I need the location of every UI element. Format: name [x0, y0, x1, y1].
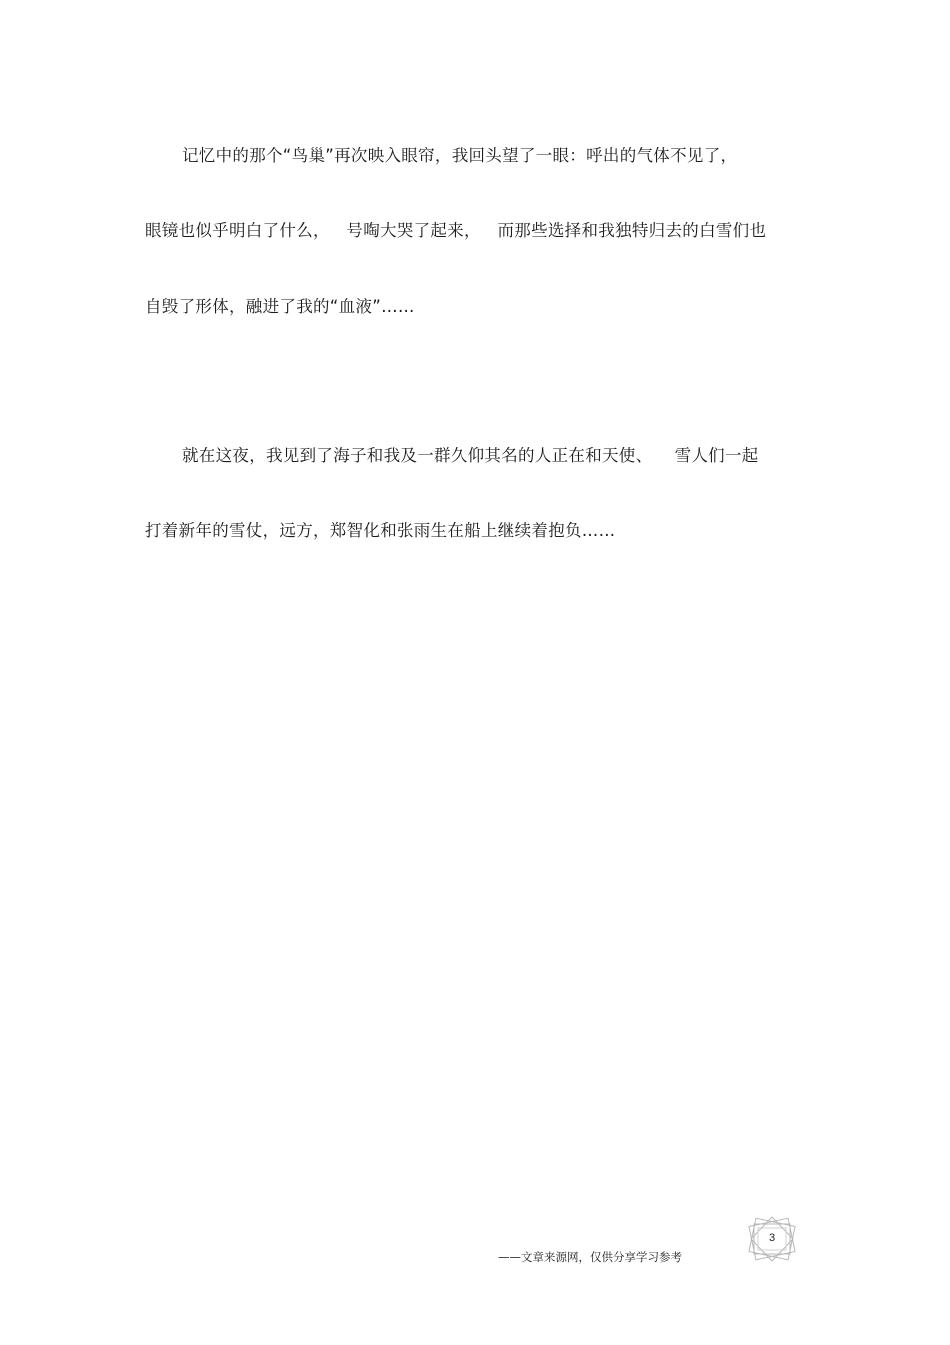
- page-number: 3: [768, 1232, 776, 1244]
- paragraph-line: 打着新年的雪仗，远方，郑智化和张雨生在船上继续着抱负……: [145, 521, 616, 540]
- footer-source-text: ——文章来源网，仅供分享学习参考: [498, 1250, 682, 1264]
- paragraph-line: 记忆中的那个“鸟巢”再次映入眼帘，我回头望了一眼：呼出的气体不见了，: [182, 146, 738, 165]
- paragraph-line: 眼镜也似乎明白了什么， 号啕大哭了起来， 而那些选择和我独特归去的白雪们也: [145, 221, 767, 240]
- page-number-badge: [748, 1216, 800, 1262]
- paragraph-line: 就在这夜，我见到了海子和我及一群久仰其名的人正在和天使、 雪人们一起: [182, 446, 759, 465]
- paragraph-line: 自毁了形体，融进了我的“血液”……: [145, 297, 415, 316]
